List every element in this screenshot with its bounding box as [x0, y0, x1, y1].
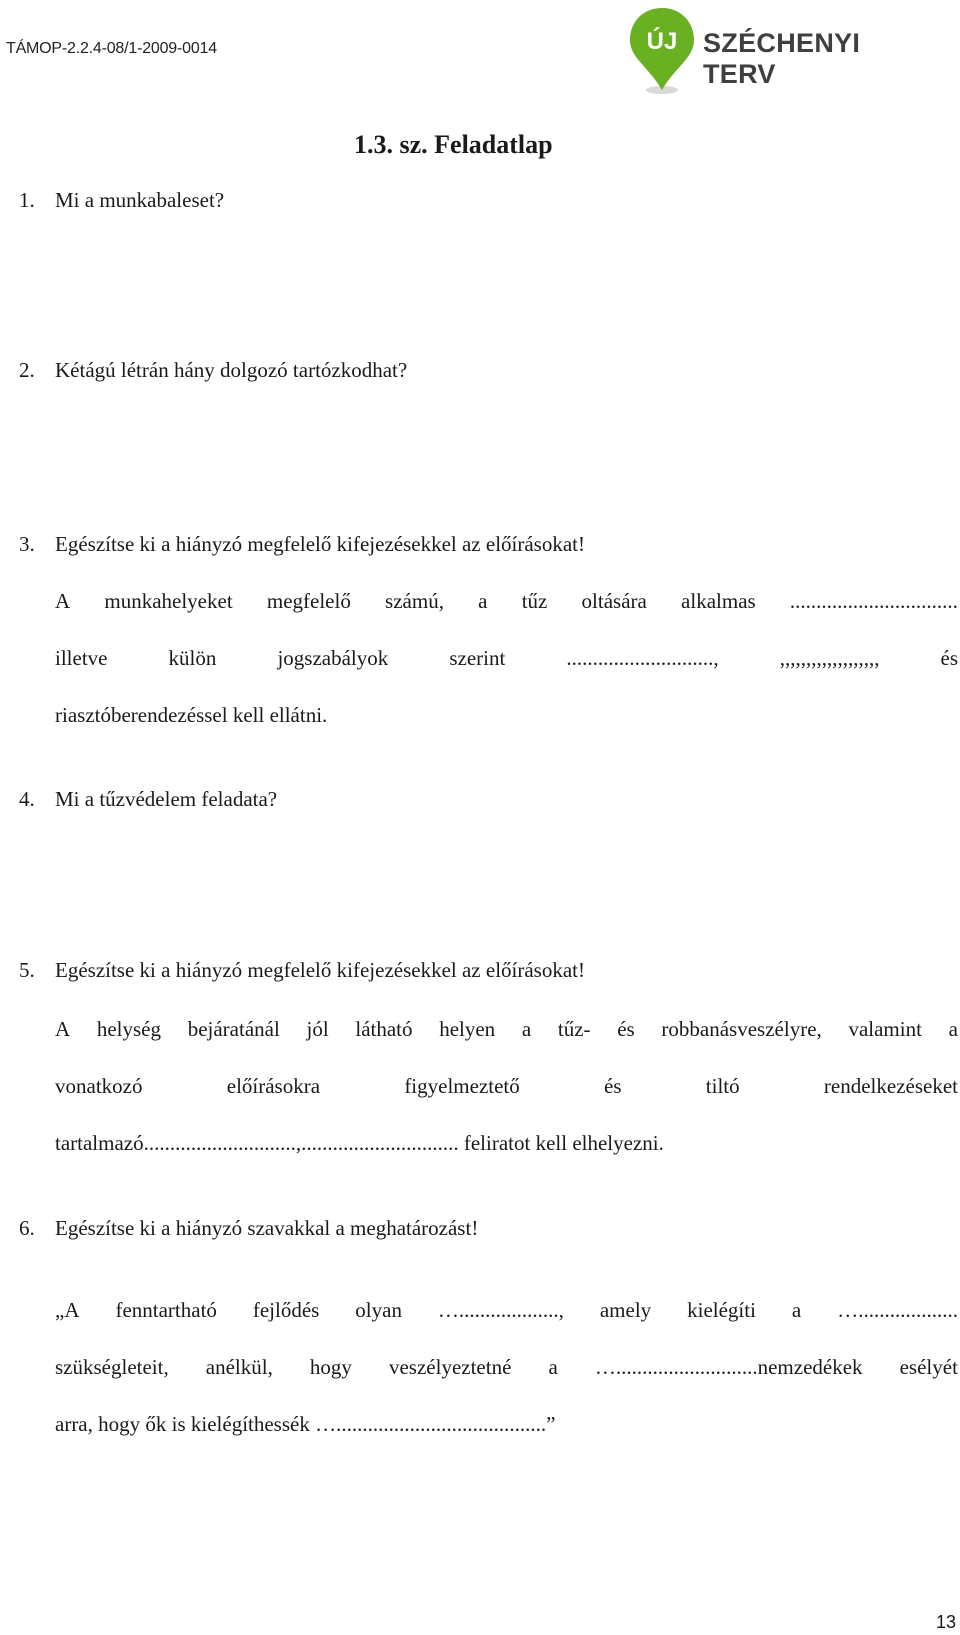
word: A [55, 1017, 71, 1041]
logo-text: SZÉCHENYI TERV [703, 28, 861, 89]
word: anélkül, [205, 1355, 273, 1379]
q3-line1 [55, 589, 958, 614]
word: veszélyeztetné [388, 1355, 512, 1379]
word: megfelelő [266, 589, 351, 613]
word: fejlődés [252, 1298, 320, 1322]
word: ............................, [566, 646, 719, 670]
szechenyi-terv-logo [628, 6, 928, 96]
q2-number: 2. [19, 358, 35, 382]
q4-text: Mi a tűzvédelem feladata? [55, 787, 278, 811]
word: vonatkozó [55, 1074, 143, 1098]
q6-line3: arra, hogy ők is kielégíthessék …........................................” [55, 1412, 556, 1436]
word: A [55, 589, 71, 613]
word: olyan [355, 1298, 402, 1322]
project-code: TÁMOP-2.2.4-08/1-2009-0014 [6, 40, 217, 57]
q2-text: Kétágú létrán hány dolgozó tartózkodhat? [55, 358, 408, 382]
word: alkalmas [681, 589, 756, 613]
word: valamint [848, 1017, 922, 1041]
word: bejáratánál [187, 1017, 280, 1041]
word: jól [306, 1017, 329, 1041]
word: „A [55, 1298, 80, 1322]
word: robbanásveszélyre, [661, 1017, 822, 1041]
word: látható [355, 1017, 413, 1041]
word: a [521, 1017, 532, 1041]
q3-text: Egészítse ki a hiányzó megfelelő kifejezésekkel az előírásokat! [55, 532, 586, 556]
word: hogy [309, 1355, 352, 1379]
q3-line2 [55, 646, 958, 671]
q1-number: 1. [19, 188, 35, 212]
word: a [791, 1298, 802, 1322]
q3-number: 3. [19, 532, 35, 556]
word: a [948, 1017, 958, 1041]
word: a [548, 1355, 558, 1379]
word: a [478, 589, 488, 613]
word: kielégíti [687, 1298, 756, 1322]
q6-line1 [55, 1298, 958, 1323]
word: figyelmeztető [404, 1074, 520, 1098]
word: helység [96, 1017, 162, 1041]
word: jogszabályok [277, 646, 389, 670]
q4-number: 4. [19, 787, 35, 811]
word: szükségleteit, [55, 1355, 169, 1379]
q6-number: 6. [19, 1216, 35, 1240]
word: …..................., [437, 1298, 564, 1322]
word: rendelkezéseket [823, 1074, 958, 1098]
word: illetve [55, 646, 108, 670]
q5-line1 [55, 1017, 958, 1042]
word: és [617, 1017, 635, 1041]
word: …................... [837, 1298, 958, 1322]
q6-text: Egészítse ki a hiányzó szavakkal a meghatározást! [55, 1216, 479, 1240]
q5-text: Egészítse ki a hiányzó megfelelő kifejezésekkel az előírásokat! [55, 958, 586, 982]
q3-line3: riasztóberendezéssel kell ellátni. [55, 703, 328, 727]
q5-number: 5. [19, 958, 35, 982]
word: esélyét [899, 1355, 958, 1379]
word: ,,,,,,,,,,,,,,,,,,, [779, 646, 880, 670]
word: amely [599, 1298, 652, 1322]
word: és [940, 646, 958, 670]
word: …...........................nemzedékek [594, 1355, 863, 1379]
word: és [604, 1074, 622, 1098]
word: tűz [521, 589, 548, 613]
word: előírásokra [226, 1074, 321, 1098]
word: oltására [581, 589, 647, 613]
word: tiltó [705, 1074, 740, 1098]
location-pin-icon [628, 6, 698, 96]
word: fenntartható [115, 1298, 217, 1322]
q5-line2 [55, 1074, 958, 1099]
q6-line2 [55, 1355, 958, 1380]
word: külön [168, 646, 217, 670]
q5-line3: tartalmazó.............................,.............................. feliratot kell elhelyezni. [55, 1131, 664, 1155]
q1-text: Mi a munkabaleset? [55, 188, 225, 212]
page-number: 13 [935, 1612, 956, 1632]
word: tűz- [557, 1017, 591, 1041]
word: szerint [449, 646, 506, 670]
word: helyen [439, 1017, 496, 1041]
word: ................................ [789, 589, 958, 613]
page-title: 1.3. sz. Feladatlap [354, 130, 553, 159]
word: munkahelyeket [104, 589, 233, 613]
logo-pin-text: ÚJ [646, 28, 678, 55]
word: számú, [385, 589, 444, 613]
